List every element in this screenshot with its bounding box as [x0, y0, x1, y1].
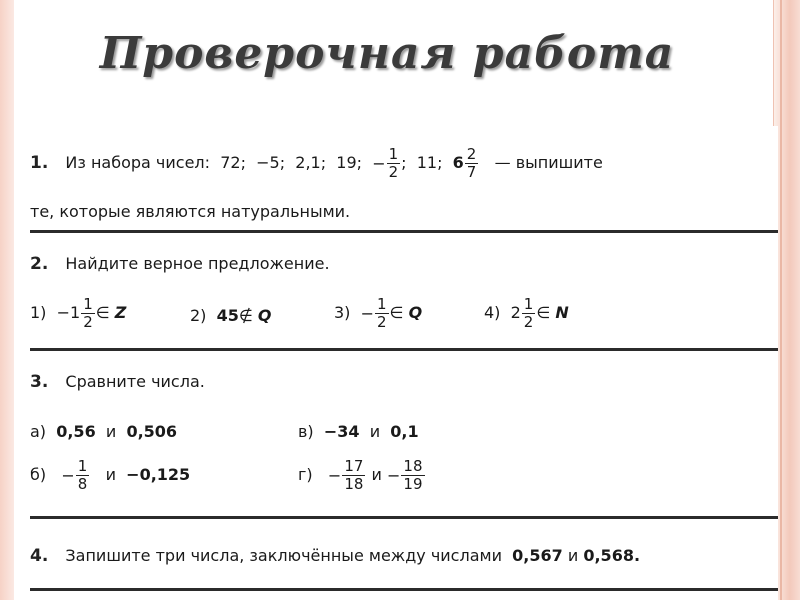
task-2-option-1-label: 1): [30, 303, 47, 322]
task-1-number-e: 11;: [416, 153, 443, 172]
divider-3: [30, 516, 778, 519]
task-2-option-4-numerator: 1: [523, 295, 534, 313]
slide-frame-left: [0, 0, 14, 600]
task-2-option-3-set: Q: [408, 303, 423, 322]
task-2-option-3: [334, 296, 422, 331]
task-3-item-g-fraction-1: [342, 458, 365, 493]
task-3-line-1: [30, 372, 205, 392]
task-1-number-b: −5;: [256, 153, 286, 172]
task-1-number: 1.: [30, 153, 49, 173]
task-3-item-g-fraction-2: [401, 458, 424, 493]
divider-2: [30, 348, 778, 351]
task-3-item-g-and: и: [371, 465, 382, 484]
task-1-frac-semicolon: ;: [401, 153, 407, 172]
task-2-option-4-set: N: [555, 303, 569, 322]
task-2-line-1: [30, 254, 330, 274]
task-2-option-4-whole: 2: [510, 303, 521, 322]
task-1-text-after: — выпишите: [494, 153, 603, 172]
task-1-fraction: [387, 146, 401, 181]
task-3-item-b-label: б): [30, 465, 47, 484]
task-2-option-3-label: 3): [334, 303, 351, 322]
task-2-option-4-relation: ∈: [536, 303, 551, 322]
task-2-option-4-label: 4): [484, 303, 501, 322]
task-1-mixed-numerator: 2: [466, 145, 477, 163]
task-1-line-1: [30, 146, 603, 181]
task-2-option-1-fraction: [81, 296, 95, 331]
task-3-item-a-y: 0,506: [126, 422, 178, 441]
task-2-option-1-set: Z: [114, 303, 127, 322]
task-2-option-3-relation: ∈: [389, 303, 404, 322]
task-2-text: Найдите верное предложение.: [65, 254, 330, 273]
task-3-item-b-denominator: 8: [77, 475, 88, 493]
task-1-fraction-denominator: 2: [388, 163, 399, 181]
task-3-item-b-fraction: [76, 458, 90, 493]
task-3-item-a: [30, 422, 177, 441]
task-2-option-4-fraction: [522, 296, 536, 331]
task-3-item-b-sign: −: [61, 466, 75, 485]
task-4-number: 4.: [30, 546, 49, 566]
task-3-text: Сравните числа.: [65, 372, 205, 391]
worksheet: [14, 126, 778, 600]
task-3-item-a-and: и: [105, 422, 117, 441]
task-2-option-1-numerator: 1: [83, 295, 93, 313]
task-1-number-c: 2,1;: [295, 153, 327, 172]
task-4-text: Запишите три числа, заключённые между числами: [65, 546, 502, 565]
task-2-option-2: [190, 306, 272, 325]
task-3-item-b-and: и: [105, 465, 116, 484]
task-2-option-3-fraction: [375, 296, 389, 331]
task-3-item-g-numerator-1: 17: [344, 457, 364, 475]
task-2-option-2-value: 45: [216, 306, 239, 325]
task-4-y: 0,568.: [583, 546, 641, 565]
task-3-item-a-x: 0,56: [56, 422, 96, 441]
task-3-item-g-denominator-1: 18: [344, 475, 364, 493]
task-3-item-g-sign-1: −: [327, 466, 342, 485]
task-1-mixed-denominator: 7: [466, 163, 477, 181]
task-2-option-3-denominator: 2: [377, 313, 387, 331]
task-2-number: 2.: [30, 254, 49, 274]
task-3-item-v: [298, 422, 419, 441]
task-1-line-2: те, которые являются натуральными.: [30, 202, 351, 221]
task-2-option-1: [30, 296, 126, 331]
task-2-option-1-relation: ∈: [95, 303, 110, 322]
task-3-item-b: [30, 458, 190, 493]
task-3-item-v-label: в): [298, 422, 314, 441]
task-1-fraction-numerator: 1: [388, 145, 399, 163]
task-3-item-g-denominator-2: 19: [403, 475, 423, 493]
task-3-item-v-y: 0,1: [390, 422, 419, 441]
task-2-option-1-whole: −1: [56, 303, 81, 322]
task-1-mixed-whole: 6: [452, 153, 464, 172]
task-3-item-a-label: а): [30, 422, 47, 441]
task-4-line-1: [30, 546, 640, 566]
slide-title: Проверочная работа: [99, 28, 675, 79]
task-4-and: и: [567, 546, 579, 565]
task-4-x: 0,567: [512, 546, 563, 565]
task-3-item-g-numerator-2: 18: [403, 457, 423, 475]
task-2-option-1-denominator: 2: [83, 313, 93, 331]
divider-1: [30, 230, 778, 233]
task-2-option-3-numerator: 1: [377, 295, 387, 313]
task-3-item-g-label: г): [298, 465, 313, 484]
task-3-item-g-sign-2: −: [387, 466, 401, 485]
task-3-item-b-numerator: 1: [77, 457, 88, 475]
task-1-mixed-fraction: [465, 146, 479, 181]
task-1-number-a: 72;: [220, 153, 246, 172]
task-3-number: 3.: [30, 372, 49, 392]
task-3-item-g: [298, 458, 426, 493]
task-1-frac-sign: −: [372, 154, 386, 173]
divider-4: [30, 588, 778, 591]
task-1-text: Из набора чисел:: [65, 153, 211, 172]
task-2-option-2-label: 2): [190, 306, 207, 325]
task-2-option-4-denominator: 2: [523, 313, 534, 331]
task-3-item-v-and: и: [369, 422, 381, 441]
task-2-option-2-relation: ∉: [238, 306, 253, 325]
task-1-number-d: 19;: [336, 153, 363, 172]
task-2-option-2-set: Q: [257, 306, 272, 325]
task-2-option-3-sign: −: [360, 304, 374, 323]
task-3-item-b-y: −0,125: [126, 465, 191, 484]
task-3-item-v-x: −34: [323, 422, 360, 441]
task-2-option-4: [484, 296, 569, 331]
